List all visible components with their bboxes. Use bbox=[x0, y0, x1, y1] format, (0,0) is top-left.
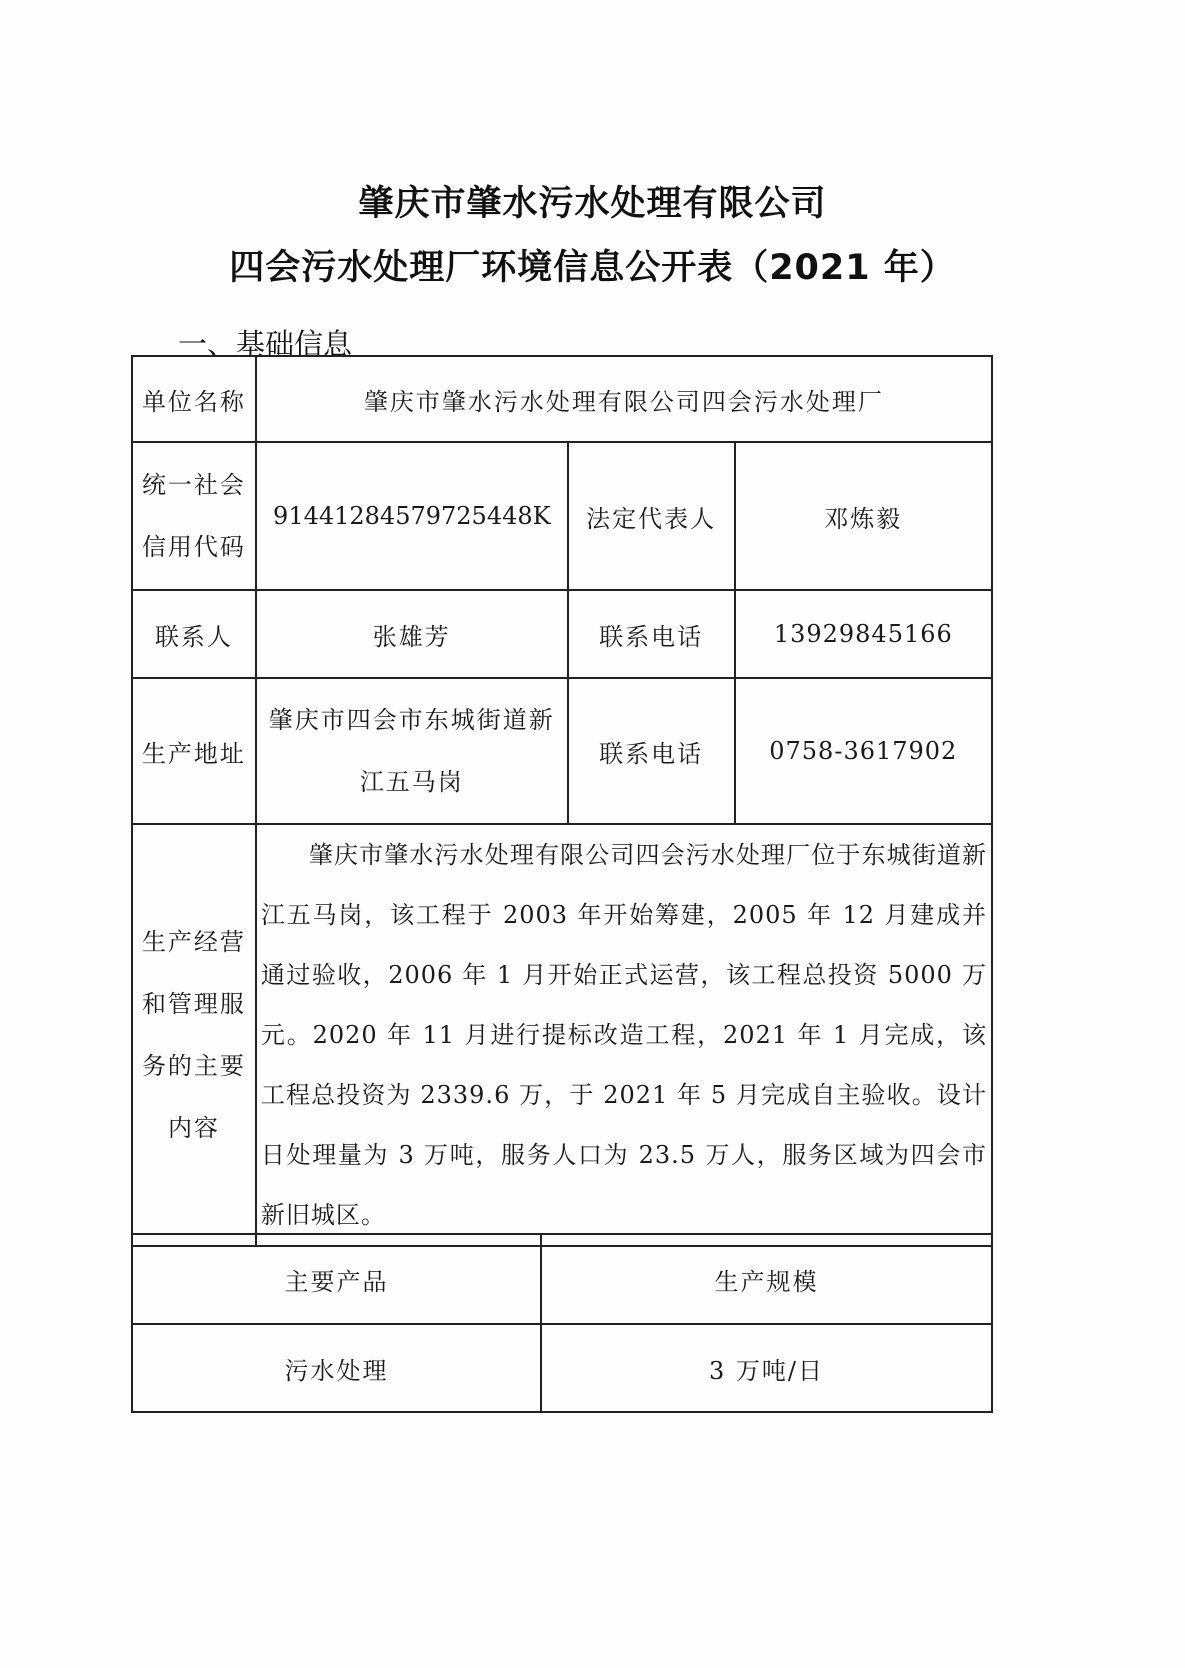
product-table bbox=[131, 1233, 993, 1413]
contact-value: 张雄芳 bbox=[256, 590, 568, 678]
credit-code-value: 91441284579725448K bbox=[256, 442, 568, 590]
business-label-text: 生产经营和管理服务的主要内容 bbox=[141, 928, 246, 1142]
unit-name-value: 肇庆市肇水污水处理有限公司四会污水处理厂 bbox=[256, 356, 992, 442]
business-description-text: 肇庆市肇水污水处理有限公司四会污水处理厂位于东城街道新江五马岗，该工程于 2003 年开始筹建，2005 年 12 月建成并通过验收，2006 年 1 月开始正式运营，该工程总投资 5000 万元。2020 年 11 月进行提标改造工程，2021 年 1 月完成，该工程总投资为 2339.6 万，于 2021 年 5 月完成自主验收。设计日处理量为 3 万吨，服务人口为 23.5 万人，服务区域为四会市新旧城区。 bbox=[260, 841, 987, 1229]
credit-code-label bbox=[132, 442, 256, 590]
scale-header: 生产规模 bbox=[541, 1234, 992, 1324]
business-description bbox=[256, 824, 992, 1246]
legal-rep-value: 邓炼毅 bbox=[735, 442, 992, 590]
address-value bbox=[256, 678, 568, 824]
legal-rep-label: 法定代表人 bbox=[568, 442, 735, 590]
product-table-row bbox=[132, 1324, 992, 1412]
document-title-line-1: 肇庆市肇水污水处理有限公司 bbox=[358, 184, 827, 224]
phone-value-2: 0758-3617902 bbox=[735, 678, 992, 824]
product-table-header-row bbox=[132, 1234, 992, 1324]
product-value: 污水处理 bbox=[132, 1324, 541, 1412]
phone-value-1: 13929845166 bbox=[735, 590, 992, 678]
phone-label-1: 联系电话 bbox=[568, 590, 735, 678]
business-label bbox=[132, 824, 256, 1246]
table-row-business bbox=[132, 824, 992, 1246]
address-label: 生产地址 bbox=[132, 678, 256, 824]
table-row-unit-name bbox=[132, 356, 992, 442]
table-row-contact bbox=[132, 590, 992, 678]
phone-label-2: 联系电话 bbox=[568, 678, 735, 824]
table-row-address bbox=[132, 678, 992, 824]
contact-label: 联系人 bbox=[132, 590, 256, 678]
table-row-credit-code bbox=[132, 442, 992, 590]
unit-name-label: 单位名称 bbox=[132, 356, 256, 442]
scale-value: 3 万吨/日 bbox=[541, 1324, 992, 1412]
section-heading: 一、基础信息 bbox=[178, 327, 353, 361]
basic-info-table bbox=[131, 355, 993, 1247]
credit-code-label-text: 统一社会信用代码 bbox=[141, 471, 246, 561]
product-header: 主要产品 bbox=[132, 1234, 541, 1324]
document-title-line-2: 四会污水处理厂环境信息公开表（2021 年） bbox=[229, 248, 956, 288]
address-value-text: 肇庆市四会市东城街道新江五马岗 bbox=[268, 706, 555, 796]
